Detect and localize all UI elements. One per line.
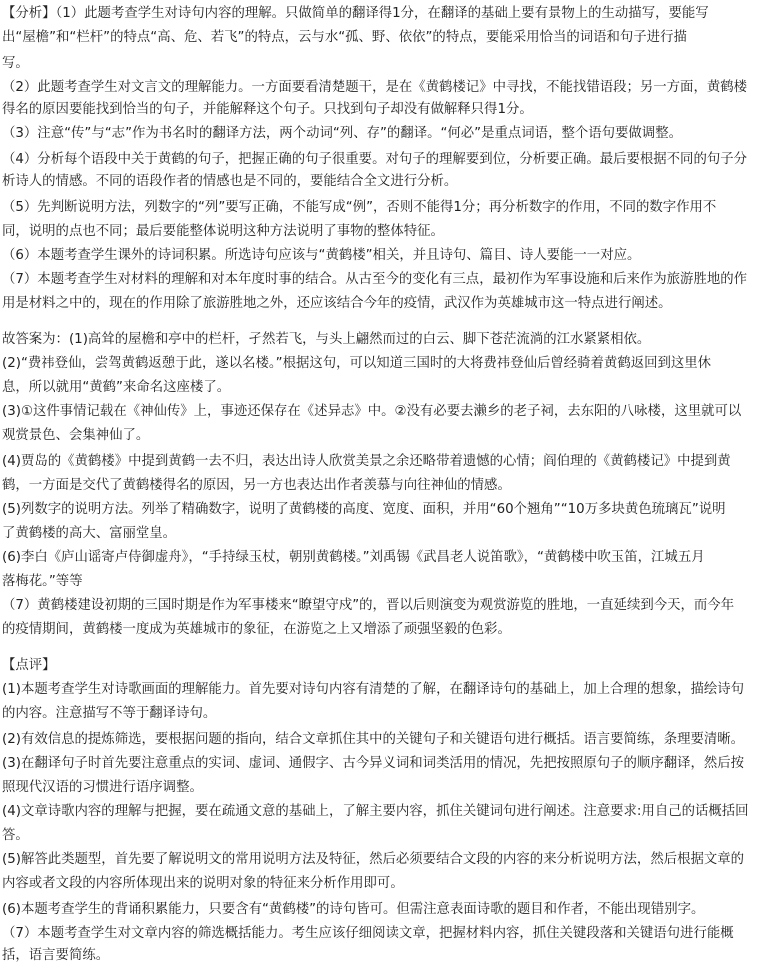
analysis-line-8: 析诗人的情感。不同的语段作者的情感也是不同的，要能结合全文进行分析。 <box>2 174 458 189</box>
comment-line-12: （7）本题考查学生对文章内容的筛选概括能力。考生应该仔细阅读文章，把握材料内容，抓住关键段落和关键语句进行能概 <box>2 926 734 941</box>
analysis-line-6: （3）注意“传”与“志”作为书名时的翻译方法，两个动词“列、存”的翻译。“何必”是重点词语，整个语句要做调整。 <box>2 126 682 141</box>
answer-line-13: 的疫情期间，黄鹤楼一度成为英雄城市的象征，在游览之上又增添了顽强坚毅的色彩。 <box>2 622 511 637</box>
answer-line-11: 落梅花。”等等 <box>2 574 83 589</box>
analysis-line-3: 写。 <box>2 56 29 71</box>
comment-line-2: (1)本题考查学生对诗歌画面的理解能力。首先要对诗句内容有清楚的了解，在翻译诗句的基础上，加上合理的想象，描绘诗句 <box>2 682 745 697</box>
analysis-line-1: 【分析】（1）此题考查学生对诗句内容的理解。只做简单的翻译得1分，在翻译的基础上要有景物上的生动描写，要能写 <box>2 6 709 21</box>
answer-line-5: 观赏景色、会集神仙了。 <box>2 428 150 443</box>
comment-line-5: (3)在翻译句子时首先要注意重点的实词、虚词、通假字、古今异义词和词类活用的情况，先把按照原句子的顺序翻译，然后按 <box>2 756 745 771</box>
analysis-line-5: 得名的原因要能找到恰当的句子，并能解释这个句子。只找到句子却没有做解释只得1分。 <box>2 102 533 117</box>
comment-line-3: 的内容。注意描写不等于翻译诗句。 <box>2 706 217 721</box>
comment-line-7: (4)文章诗歌内容的理解与把握，要在疏通文意的基础上，了解主要内容，抓住关键词句进行阐述。注意要求:用自己的话概括回 <box>2 804 749 819</box>
comment-line-11: (6)本题考查学生的背诵积累能力，只要含有“黄鹤楼”的诗句皆可。但需注意表面诗歌的题目和作者，不能出现错别字。 <box>2 902 705 917</box>
answer-line-1: 故答案为：(1)高耸的屋檐和亭中的栏杆，孑然若飞，与头上翩然而过的白云、脚下苍茫流淌的江水紧紧相依。 <box>2 332 651 347</box>
answer-line-2: (2)“费祎登仙，尝驾黄鹤返憩于此，遂以名楼。”根据这句，可以知道三国时的大将费祎登仙后曾经骑着黄鹤返回到这里休 <box>2 356 712 371</box>
answer-line-6: (4)贾岛的《黄鹤楼》中提到黄鹤一去不归，表达出诗人欣赏美景之余还略带着遗憾的心情；阎伯理的《黄鹤楼记》中提到黄 <box>2 454 731 469</box>
answer-line-8: (5)列数字的说明方法。列举了精确数字，说明了黄鹤楼的高度、宽度、面积，并用“60个翘角”“10万多块黄色琉璃瓦”说明 <box>2 502 726 517</box>
analysis-line-2: 出“屋檐”和“栏杆”的特点“高、危、若飞”的特点，云与水“孤、野、依依”的特点，要能采用恰当的词语和句子进行描 <box>2 30 687 45</box>
comment-line-4: (2)有效信息的提炼筛选，要根据问题的指向，结合文章抓住其中的关键句子和关键语句进行概括。语言要简练，条理要清晰。 <box>2 732 745 747</box>
comment-line-1: 【点评】 <box>2 658 56 673</box>
comment-line-10: 内容或者文段的内容所体现出来的说明对象的特征来分析作用即可。 <box>2 876 404 891</box>
analysis-line-11: （6）本题考查学生课外的诗词积累。所选诗句应该与“黄鹤楼”相关，并且诗句、篇目、诗人要能一一对应。 <box>2 248 641 263</box>
analysis-line-13: 用是材料之中的，现在的作用除了旅游胜地之外，还应该结合今年的疫情，武汉作为英雄城市这一特点进行阐述。 <box>2 296 672 311</box>
analysis-line-7: （4）分析每个语段中关于黄鹤的句子，把握正确的句子很重要。对句子的理解要到位，分析要正确。最后要根据不同的句子分 <box>2 152 747 167</box>
comment-line-6: 照现代汉语的习惯进行语序调整。 <box>2 780 203 795</box>
comment-line-9: (5)解答此类题型，首先要了解说明文的常用说明方法及特征，然后必须要结合文段的内容的来分析说明方法，然后根据文章的 <box>2 852 745 867</box>
answer-line-7: 鹤，一方面是交代了黄鹤楼得名的原因，另一方也表达出作者羡慕与向往神仙的情感。 <box>2 478 511 493</box>
analysis-line-12: （7）本题考查学生对材料的理解和对本年度时事的结合。从古至今的变化有三点，最初作为军事设施和后来作为旅游胜地的作 <box>2 272 747 287</box>
comment-line-13: 括，语言要简练。 <box>2 948 110 963</box>
analysis-line-10: 同，说明的点也不同；最后要能整体说明这种方法说明了事物的整体特征。 <box>2 224 444 239</box>
answer-line-4: (3)①这件事情记载在《神仙传》上，事迹还保存在《述异志》中。②没有必要去濑乡的老子祠，去东阳的八咏楼，这里就可以 <box>2 404 742 419</box>
comment-line-8: 答。 <box>2 828 29 843</box>
answer-line-3: 息，所以就用“黄鹤”来命名这座楼了。 <box>2 380 231 395</box>
answer-line-10: (6)李白《庐山谣寄卢侍御虚舟》，“手持绿玉杖，朝别黄鹤楼。”刘禹锡《武昌老人说笛歌》，“黄鹤楼中吹玉笛，江城五月 <box>2 550 705 565</box>
analysis-line-4: （2）此题考查学生对文言文的理解能力。一方面要看清楚题干，是在《黄鹤楼记》中寻找，不能找错语段；另一方面，黄鹤楼 <box>2 80 747 95</box>
analysis-line-9: （5）先判断说明方法，列数字的“列”要写正确，不能写成“例”，否则不能得1分；再分析数字的作用，不同的数字作用不 <box>2 200 717 215</box>
answer-line-9: 了黄鹤楼的高大、富丽堂皇。 <box>2 526 177 541</box>
answer-line-12: （7）黄鹤楼建设初期的三国时期是作为军事楼来“瞭望守戍”的，晋以后则演变为观赏游览的胜地，一直延续到今天，而今年 <box>2 598 735 613</box>
